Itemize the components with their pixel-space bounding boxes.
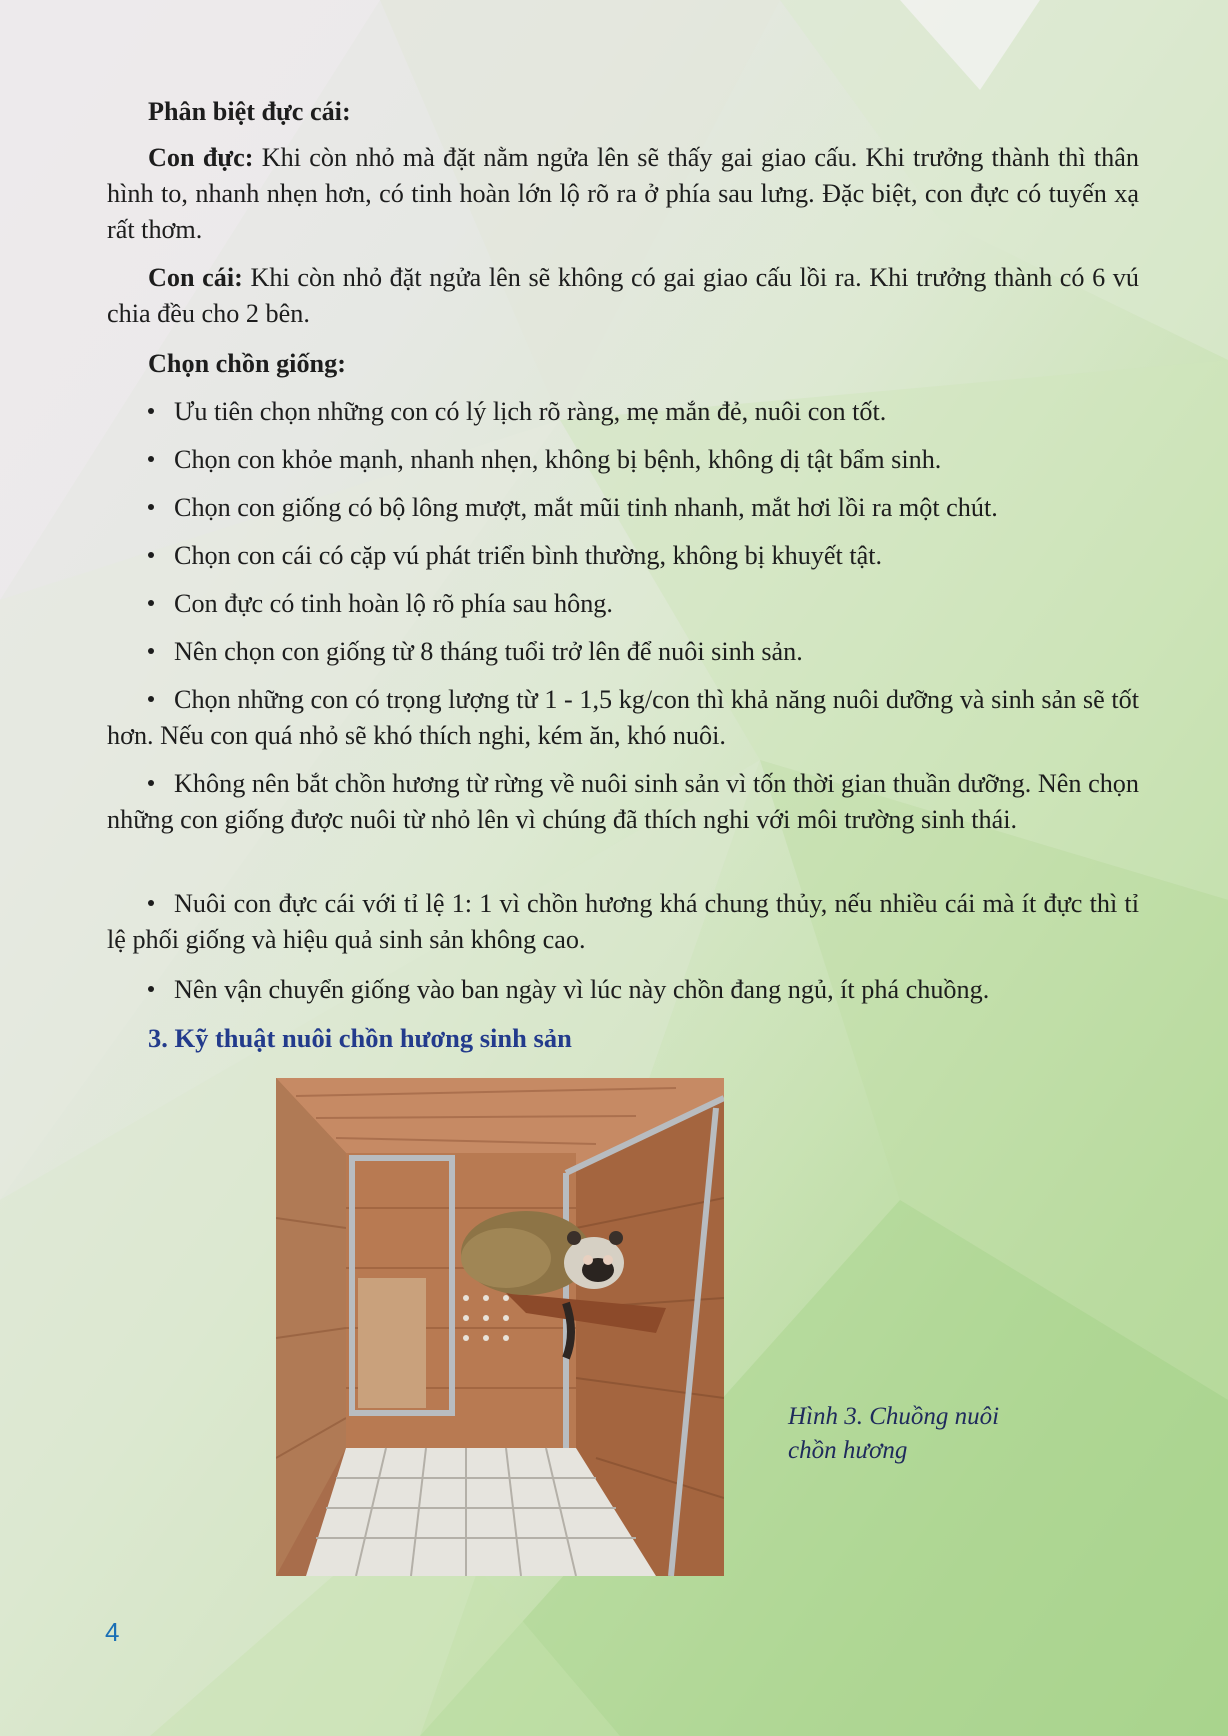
list-item <box>148 634 1138 670</box>
figure-caption: Hình 3. Chuồng nuôi chồn hương <box>788 1403 1000 1464</box>
list-item <box>148 972 1138 1008</box>
bullet-icon <box>148 986 154 992</box>
female-text: Khi còn nhỏ đặt ngửa lên sẽ không có gai giao cấu lồi ra. Khi trưởng thành có 6 vú chia đều cho 2 bên. <box>107 263 1139 328</box>
female-paragraph <box>107 260 1139 332</box>
male-text: Khi còn nhỏ mà đặt nằm ngửa lên sẽ thấy gai giao cấu. Khi trưởng thành thì thân hình to, nhanh nhẹn hơn, có tinh hoàn lớn lộ rõ ra ở phía sau lưng. Đặc biệt, con đực có tuyến xạ rất thơm. <box>107 143 1139 244</box>
heading-sex-distinction: Phân biệt đực cái: <box>148 97 351 126</box>
list-item-text: Không nên bắt chồn hương từ rừng về nuôi sinh sản vì tốn thời gian thuần dưỡng. Nên chọn những con giống được nuôi từ nhỏ lên vì chúng đã thích nghi với môi trường sinh thái. <box>107 769 1139 834</box>
list-item <box>148 490 1138 526</box>
civet-cage-photo <box>276 1078 724 1576</box>
list-item <box>107 682 1139 754</box>
bullet-icon <box>148 408 154 414</box>
list-item-text: Con đực có tinh hoàn lộ rõ phía sau hông. <box>174 589 613 618</box>
list-item-text: Chọn những con có trọng lượng từ 1 - 1,5 kg/con thì khả năng nuôi dưỡng và sinh sản sẽ tốt hơn. Nếu con quá nhỏ sẽ khó thích nghi, kém ăn, khó nuôi. <box>107 685 1139 750</box>
list-item <box>107 766 1139 838</box>
female-label: Con cái: <box>148 263 243 292</box>
bullet-icon <box>148 648 154 654</box>
male-label: Con đực: <box>148 143 254 172</box>
list-item <box>148 538 1138 574</box>
bullet-icon <box>148 456 154 462</box>
bullet-icon <box>148 552 154 558</box>
list-item-text: Ưu tiên chọn những con có lý lịch rõ ràng, mẹ mắn đẻ, nuôi con tốt. <box>174 397 887 426</box>
list-item-text: Chọn con cái có cặp vú phát triển bình thường, không bị khuyết tật. <box>174 541 883 570</box>
bullet-icon <box>148 696 154 702</box>
list-item-text: Nên vận chuyển giống vào ban ngày vì lúc này chồn đang ngủ, ít phá chuồng. <box>174 975 990 1004</box>
list-item-text: Chọn con khỏe mạnh, nhanh nhẹn, không bị bệnh, không dị tật bẩm sinh. <box>174 445 942 474</box>
list-item-text: Nên chọn con giống từ 8 tháng tuổi trở lên để nuôi sinh sản. <box>174 637 803 666</box>
list-item <box>107 886 1139 958</box>
list-item-text: Chọn con giống có bộ lông mượt, mắt mũi tinh nhanh, mắt hơi lồi ra một chút. <box>174 493 998 522</box>
list-item-text: Nuôi con đực cái với tỉ lệ 1: 1 vì chồn hương khá chung thủy, nếu nhiều cái mà ít đực thì tỉ lệ phối giống và hiệu quả sinh sản không cao. <box>107 889 1139 954</box>
heading-select-breed: Chọn chồn giống: <box>148 349 346 378</box>
bullet-icon <box>148 504 154 510</box>
section-title: 3. Kỹ thuật nuôi chồn hương sinh sản <box>148 1023 572 1053</box>
list-item <box>148 586 1138 622</box>
bullet-icon <box>148 600 154 606</box>
male-paragraph <box>107 140 1139 248</box>
page-number: 4 <box>105 1617 120 1647</box>
list-item <box>148 394 1138 430</box>
bullet-icon <box>148 780 154 786</box>
bullet-icon <box>148 900 154 906</box>
list-item <box>148 442 1138 478</box>
